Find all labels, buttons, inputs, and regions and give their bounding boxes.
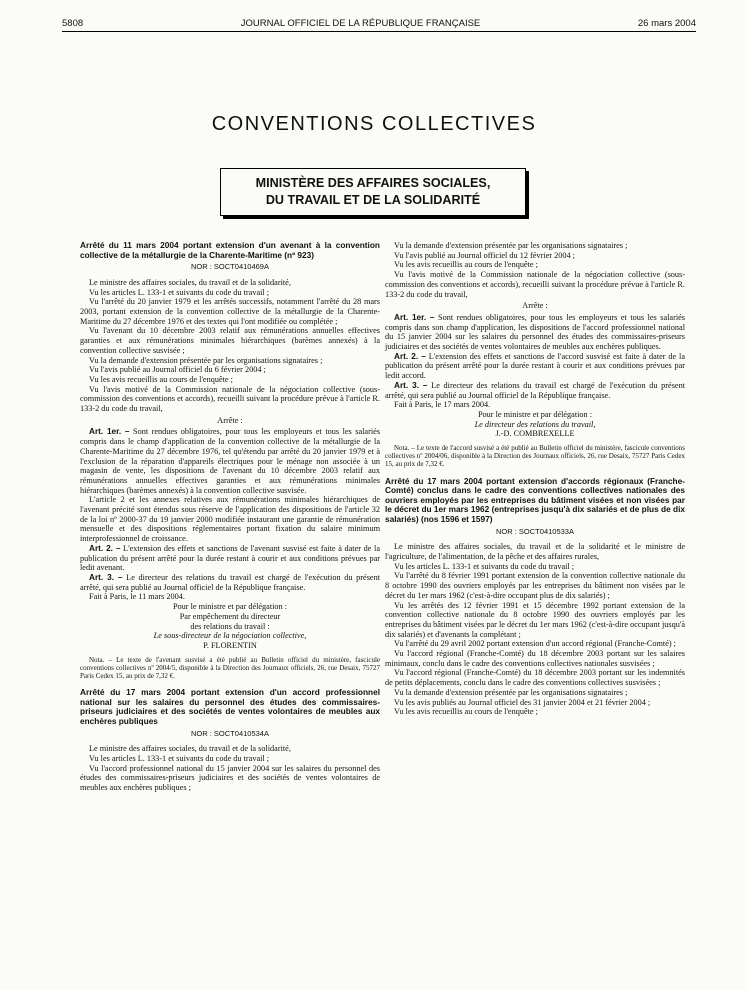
arrete1-note: Nota. – Le texte de l'avenant susvisé a été publié au Bulletin officiel du ministère, fascicule conventions collectives nº 2004/5, disponible à la Direction des Journaux officiels, 26, rue Desaix, 75727 Paris Cedex 15, au prix de 7,32 €. bbox=[80, 655, 380, 681]
arrete3-p2: Vu les articles L. 133-1 et suivants du code du travail ; bbox=[394, 561, 575, 571]
arrete2-p2: Vu les articles L. 133-1 et suivants du code du travail ; bbox=[89, 754, 270, 763]
arrete3-p7: Vu l'accord régional (Franche-Comté) du 18 décembre 2003 portant sur les indemnités de petits déplacements, conclu dans le cadre des conventions collectives susvisées ; bbox=[385, 668, 685, 688]
arrete1-arrete: Arrête : bbox=[217, 415, 243, 425]
arrete1-sig1: Pour le ministre et par délégation : bbox=[172, 602, 288, 612]
arrete2-sig2: Le directeur des relations du travail, bbox=[474, 419, 596, 429]
arrete2-art2-text: L'extension des effets et sanctions de l'accord susvisé est faite à dater de la publication du présent arrêté pour la durée restant à courir et aux conditions prévues par ledit accord. bbox=[385, 351, 685, 381]
arrete3-p9: Vu les avis publiés au Journal officiel des 31 janvier 2004 et 21 février 2004 ; bbox=[394, 697, 651, 707]
right-column bbox=[385, 241, 685, 717]
arrete1-p7: Vu les avis recueillis au cours de l'enquête ; bbox=[89, 374, 233, 384]
arrete2-art3-text: Le directeur des relations du travail est chargé de l'exécution du présent arrêté, qui sera publié au Journal officiel de la République française. bbox=[385, 380, 685, 400]
arrete1-p8: Vu l'avis motivé de la Commission nationale de la négociation collective (sous-commission des conventions et accords), recueilli suivant la procédure prévue à l'article R. 133-2 du code du travail, bbox=[80, 384, 380, 414]
arrete1-art1 bbox=[80, 427, 380, 495]
arrete1-sig3: des relations du travail : bbox=[190, 621, 270, 631]
arrete1-art2-label: Art. 2. – bbox=[89, 543, 121, 553]
arrete2-p4: Vu la demande d'extension présentée par les organisations signataires ; bbox=[394, 241, 628, 250]
arrete2-art2-label: Art. 2. – bbox=[394, 351, 426, 361]
arrete1-art3-label: Art. 3. – bbox=[89, 572, 123, 582]
arrete2-note: Nota. – Le texte de l'accord susvisé a été publié au Bulletin officiel du ministère, fascicule conventions collectives nº 2004/06, disponible à la Direction des Journaux officiels, 26, rue Desaix, 75727 Paris Cedex 15, au prix de 7,32 €. bbox=[385, 444, 685, 469]
arrete3-p5: Vu l'arrêté du 29 avril 2002 portant extension d'un accord régional (Franche-Comté) ; bbox=[394, 639, 676, 649]
ministry-line-1: MINISTÈRE DES AFFAIRES SOCIALES, bbox=[255, 176, 491, 190]
arrete2-nor: NOR : SOCT0410534A bbox=[191, 728, 269, 738]
arrete1-p1: Le ministre des affaires sociales, du travail et de la solidarité, bbox=[89, 277, 291, 287]
ministry-box bbox=[220, 168, 526, 216]
arrete3-p1: Le ministre des affaires sociales, du travail et de la solidarité et le ministre de l'agriculture, de l'alimentation, de la pêche et des affaires rurales, bbox=[385, 542, 685, 562]
arrete3-title: Arrêté du 17 mars 2004 portant extension d'accords régionaux (Franche-Comté) conclus dans le cadre des conventions collectives nationales des ouvriers employés par les entreprises du bâtiment visées et non visées par le décret du 1er mars 1962 (entreprises jusqu'à dix salariés et de plus de dix salariés) (nos 1596 et 1597) bbox=[385, 475, 685, 525]
arrete2-art3-label: Art. 3. – bbox=[394, 380, 428, 390]
arrete2-p7: Vu l'avis motivé de la Commission nationale de la négociation collective (sous-commission des conventions et accords), recueilli suivant la procédure prévue à l'article R. 133-2 du code du travail, bbox=[385, 270, 685, 299]
arrete1-sig4: Le sous-directeur de la négociation collective, bbox=[153, 631, 307, 641]
arrete2-art2 bbox=[385, 352, 685, 381]
arrete2-p5: Vu l'avis publié au Journal officiel du 12 février 2004 ; bbox=[394, 250, 575, 260]
arrete3-p10: Vu les avis recueillis au cours de l'enquête ; bbox=[394, 707, 538, 717]
arrete2-title: Arrêté du 17 mars 2004 portant extension d'un accord professionnel national sur les salaires du personnel des études des commissaires-priseurs judiciaires et des sociétés de ventes volontaires de meubles aux enchères publiques bbox=[80, 687, 380, 726]
arrete2-art3 bbox=[385, 381, 685, 400]
arrete3-p6: Vu l'accord régional (Franche-Comté) du 18 décembre 2003 portant sur les salaires minimaux, conclu dans le cadre des conventions collectives nationales susvisées ; bbox=[385, 649, 685, 668]
arrete3-p8: Vu la demande d'extension présentée par les organisations signataires ; bbox=[394, 687, 628, 697]
arrete2-sig3: J.-D. COMBREXELLE bbox=[495, 429, 575, 439]
issue-date: 26 mars 2004 bbox=[637, 18, 696, 29]
journal-title: JOURNAL OFFICIEL DE LA RÉPUBLIQUE FRANÇAISE bbox=[240, 18, 481, 29]
arrete1-fait: Fait à Paris, le 11 mars 2004. bbox=[89, 592, 185, 602]
arrete2-art1-label: Art. 1er. – bbox=[394, 312, 435, 322]
arrete3-p4: Vu les arrêtés des 12 février 1991 et 15 décembre 1992 portant extension de la convention collective nationale du 8 octobre 1990 des ouvriers employés par les entreprises du bâtiment visées par le décret du 1er mars 1962 (c'est-à-dire occupant jusqu'à dix salariés) et d'avenants la complétant ; bbox=[385, 600, 685, 639]
arrete1-p5: Vu la demande d'extension présentée par les organisations signataires ; bbox=[89, 355, 323, 365]
arrete2-p3: Vu l'accord professionnel national du 15 janvier 2004 sur les salaires du personnel des études des commissaires-priseurs judiciaires et des sociétés de ventes volontaires de meubles aux enchères publiques ; bbox=[80, 763, 380, 793]
arrete2-art1-text: Sont rendues obligatoires, pour tous les employeurs et tous les salariés compris dans son champ d'application, les dispositions de l'accord professionnel national du 15 janvier 2004 sur les salaires du personnel des études des commissaires-priseurs judiciaires et des sociétés de ventes volontaires de meubles aux enchères publiques. bbox=[385, 312, 686, 352]
arrete1-art3 bbox=[80, 573, 380, 592]
arrete1-art1-label: Art. 1er. – bbox=[89, 427, 130, 437]
page-number: 5808 bbox=[62, 18, 84, 29]
arrete1-art1b: L'article 2 et les annexes relatives aux rémunérations minimales hiérarchiques de l'avenant précité sont étendus sous réserve de l'application des dispositions de l'article 32 de la loi nº 2000-37 du 19 janvier 2000 modifiée instaurant une garantie de rémunération mensuelle et des dispositions réglementaires portant fixation du salaire minimum interprofessionnel de croissance. bbox=[80, 495, 380, 544]
arrete1-sig2: Par empêchement du directeur bbox=[179, 611, 281, 621]
arrete2-p1: Le ministre des affaires sociales, du travail et de la solidarité, bbox=[89, 744, 291, 754]
arrete1-p3: Vu l'arrêté du 20 janvier 1979 et les arrêtés successifs, notamment l'arrêté du 28 mars 2003, portant extension de la convention collective de la métallurgie de la Charente-Maritime du 27 décembre 1976 et des textes qui l'ont modifiée ou complétée ; bbox=[80, 297, 380, 326]
ministry-line-2: DU TRAVAIL ET DE LA SOLIDARITÉ bbox=[265, 193, 481, 207]
arrete3-nor: NOR : SOCT0410533A bbox=[496, 526, 574, 536]
left-column bbox=[80, 241, 380, 793]
arrete1-sig5: P. FLORENTIN bbox=[203, 640, 257, 650]
arrete1-nor: NOR : SOCT0410469A bbox=[191, 262, 269, 272]
arrete1-art1-text: Sont rendues obligatoires, pour tous les employeurs et tous les salariés compris dans le champ d'application de la convention collective de la métallurgie de la Charente-Maritime du 27 décembre 1976, tel qu'étendu par arrêté du 20 janvier 1979 et à l'exclusion de la réparation d'appareils électriques pour le ménage non associée à un magasin de vente, les dispositions de l'avenant du 10 décembre 2003 relatif aux rémunérations annuelles effectives garanties et aux rémunérations minimales hiérarchiques (barèmes annexés) à la convention collective susvisée. bbox=[80, 427, 381, 495]
arrete1-art3-text: Le directeur des relations du travail est chargé de l'exécution du présent arrêté, qui sera publié au Journal officiel de la République française. bbox=[80, 572, 380, 592]
arrete1-art2 bbox=[80, 544, 380, 573]
arrete1-p2: Vu les articles L. 133-1 et suivants du code du travail ; bbox=[89, 287, 270, 297]
arrete1-title: Arrêté du 11 mars 2004 portant extension d'un avenant à la convention collective de la métallurgie de la Charente-Maritime (nº 923) bbox=[80, 240, 380, 260]
arrete3-p3: Vu l'arrêté du 8 février 1991 portant extension de la convention collective nationale du 8 octobre 1990 des ouvriers employés par les entreprises du bâtiment non visées par le décret du 1er mars 1962 (c'est-à-dire occupant plus de dix salariés) ; bbox=[385, 571, 685, 600]
page-header bbox=[62, 18, 696, 32]
arrete2-sig1: Pour le ministre et par délégation : bbox=[477, 409, 593, 419]
arrete2-fait: Fait à Paris, le 17 mars 2004. bbox=[394, 400, 491, 410]
arrete2-p6: Vu les avis recueillis au cours de l'enquête ; bbox=[394, 260, 538, 270]
arrete1-art2-text: L'extension des effets et sanctions de l'avenant susvisé est faite à dater de la publication du présent arrêté pour la durée restant à courir et aux conditions prévues par ledit avenant. bbox=[80, 543, 381, 573]
arrete2-art1 bbox=[385, 313, 685, 352]
section-title: CONVENTIONS COLLECTIVES bbox=[211, 113, 537, 135]
arrete2-arrete: Arrête : bbox=[522, 301, 548, 311]
arrete1-p4: Vu l'avenant du 10 décembre 2003 relatif aux rémunérations annuelles effectives garanties et aux rémunérations minimales hiérarchiques (barèmes annexés) à la convention collective susvisée ; bbox=[80, 326, 380, 355]
arrete1-p6: Vu l'avis publié au Journal officiel du 6 février 2004 ; bbox=[89, 365, 266, 375]
